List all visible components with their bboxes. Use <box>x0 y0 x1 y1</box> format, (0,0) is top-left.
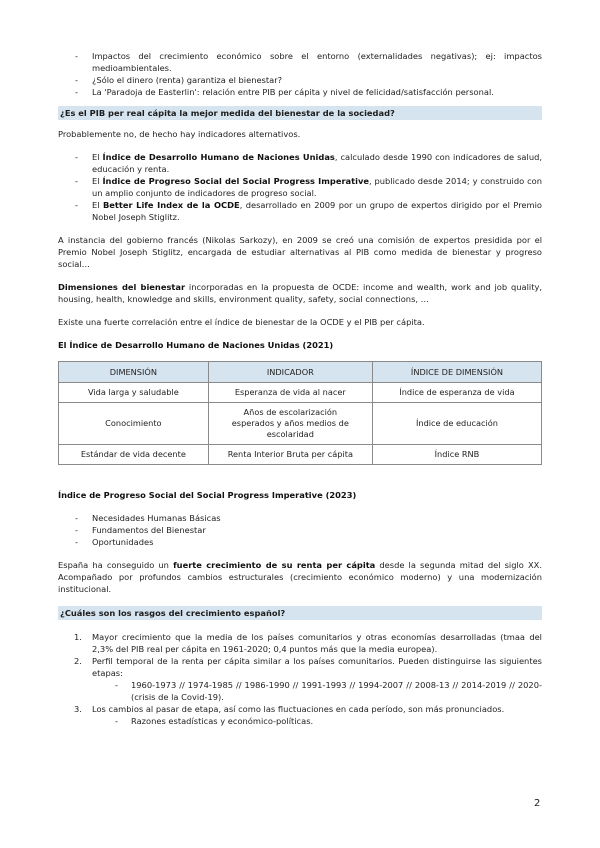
column-header: ÍNDICE DE DIMENSIÓN <box>372 362 541 383</box>
table-cell: Índice de esperanza de vida <box>372 383 541 403</box>
document-page <box>58 50 542 727</box>
list-item: - Razones estadísticas y económico-políticas. <box>115 716 314 726</box>
table-cell: Vida larga y saludable <box>59 383 209 403</box>
paragraph-correlation: Existe una fuerte correlación entre el índice de bienestar de la OCDE y el PIB per cápita. <box>58 317 425 327</box>
list-item: - Necesidades Humanas Básicas <box>75 513 221 523</box>
list-item: - Fundamentos del Bienestar <box>75 525 206 535</box>
table-cell: Índice RNB <box>372 445 541 465</box>
table-cell: Conocimiento <box>59 403 209 445</box>
intro-text: Probablemente no, de hecho hay indicadores alternativos. <box>58 129 301 139</box>
table-row <box>59 383 542 403</box>
paragraph-spain-growth: España ha conseguido un fuerte crecimiento de su renta per cápita desde la segunda mitad del siglo XX. Acompañado por profundos cambios estructurales (crecimiento económico moderno) y una modernización institucional. <box>58 560 542 594</box>
list-item: - La 'Paradoja de Easterlin': relación entre PIB per cápita y nivel de felicidad/satisfacción personal. <box>75 87 494 97</box>
table-cell: Estándar de vida decente <box>59 445 209 465</box>
list-item: - Impactos del crecimiento económico sobre el entorno (externalidades negativas); ej: impactos medioambientales. <box>75 51 542 73</box>
sub-list <box>58 715 542 727</box>
table-row <box>59 445 542 465</box>
top-bullet-list <box>58 50 542 98</box>
table-row <box>59 403 542 445</box>
ips-list <box>58 512 542 548</box>
table-cell: Años de escolarización esperados y años medios de escolaridad <box>208 403 372 445</box>
page-number: 2 <box>534 798 541 809</box>
section-heading-growth: ¿Cuáles son los rasgos del crecimiento español? <box>58 606 542 620</box>
paragraph-sarkozy: A instancia del gobierno francés (Nikolas Sarkozy), en 2009 se creó una comisión de expertos presidida por el Premio Nobel Joseph Stiglitz, encargada de estudiar alternativas al PIB como medida de bienestar y progreso social… <box>58 235 542 269</box>
table-cell: Renta Interior Bruta per cápita <box>208 445 372 465</box>
list-item: - Oportunidades <box>75 537 154 547</box>
list-item: - El Índice de Progreso Social del Social Progress Imperative, publicado desde 2014; y construido con un amplio conjunto de indicadores de progreso social. <box>75 176 542 198</box>
list-item: 3. Los cambios al pasar de etapa, así como las fluctuaciones en cada período, son más pronunciados. - Razones estadísticas y económico-políticas. <box>58 703 542 727</box>
column-header: INDICADOR <box>208 362 372 383</box>
indicators-list <box>58 151 542 223</box>
idh-title: El Índice de Desarrollo Humano de Naciones Unidas (2021) <box>58 340 334 350</box>
sub-list <box>58 679 542 703</box>
section-heading-pib: ¿Es el PIB per real cápita la mejor medida del bienestar de la sociedad? <box>58 106 542 120</box>
list-item: 1. Mayor crecimiento que la media de los países comunitarios y otras economías desarrolladas (tmaa del 2,3% del PIB real per cápita en 1961-2020; 0,4 puntos más que la media europea). <box>74 632 542 654</box>
idh-table <box>58 361 542 465</box>
table-cell: Índice de educación <box>372 403 541 445</box>
paragraph-dimensions: Dimensiones del bienestar incorporadas en la propuesta de OCDE: income and wealth, work and job quality, housing, health, knowledge and skills, environment quality, safety, social connections, … <box>58 282 542 304</box>
list-item: - El Better Life Index de la OCDE, desarrollado en 2009 por un grupo de expertos dirigido por el Premio Nobel Joseph Stiglitz. <box>75 200 542 222</box>
list-item: - El Índice de Desarrollo Humano de Naciones Unidas, calculado desde 1990 con indicadores de salud, educación y renta. <box>75 152 542 174</box>
growth-features-list <box>58 631 542 727</box>
ips-title: Índice de Progreso Social del Social Progress Imperative (2023) <box>58 490 357 500</box>
table-header-row <box>59 362 542 383</box>
list-item: - 1960-1973 // 1974-1985 // 1986-1990 // 1991-1993 // 1994-2007 // 2008-13 // 2014-2019 // 2020-(crisis de la Covid-19). <box>115 680 542 702</box>
column-header: DIMENSIÓN <box>59 362 209 383</box>
list-item: 2. Perfil temporal de la renta per cápita similar a los países comunitarios. Pueden distinguirse las siguientes etapas: - 1960-1973 // 1974-1985 // 1986-1990 // 1991-1993 // 1994-2007 // 2008-13 // 2014-2019 // 2020-(crisis de la Covid-19). <box>58 655 542 703</box>
list-item: - ¿Sólo el dinero (renta) garantiza el bienestar? <box>75 75 283 85</box>
table-cell: Esperanza de vida al nacer <box>208 383 372 403</box>
